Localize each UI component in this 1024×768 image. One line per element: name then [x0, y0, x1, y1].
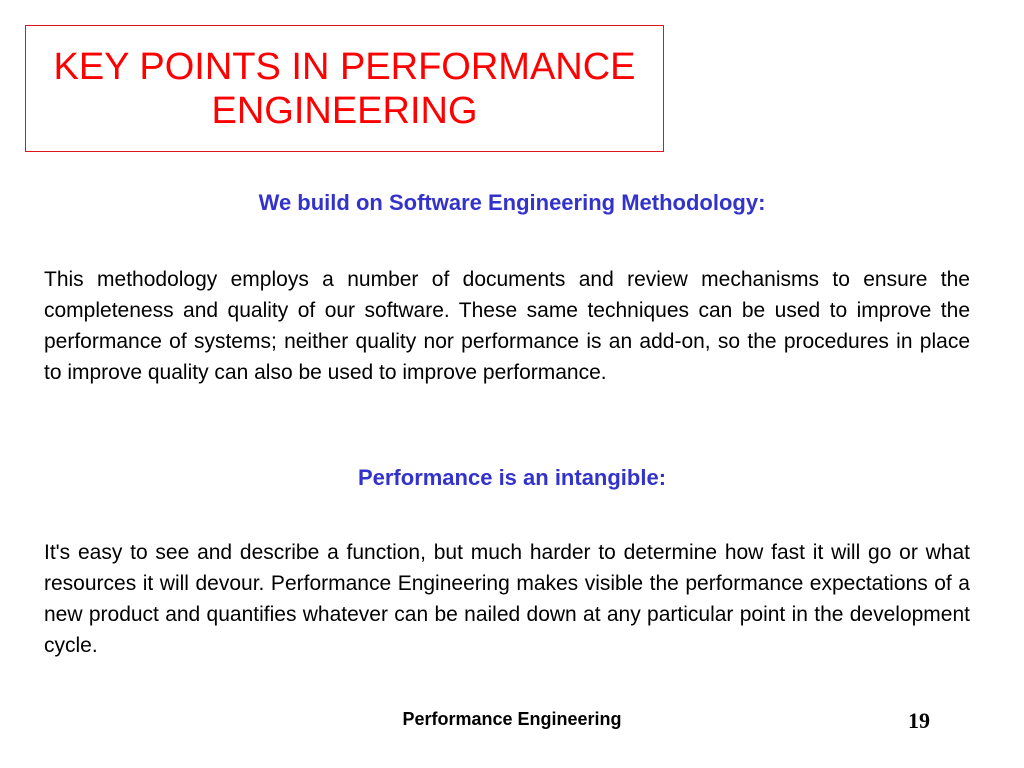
section-body-methodology: This methodology employs a number of documents and review mechanisms to ensure the completeness and quality of our software. These same techniques can be used to improve the performance of systems; neither quality nor performance is an add-on, so the procedures in place to improve quality can also be used to improve performance. [44, 268, 970, 384]
section-heading-methodology: We build on Software Engineering Methodology: [258, 190, 766, 215]
slide-title-line-2: ENGINEERING [211, 89, 478, 132]
slide-title-line-1: KEY POINTS IN PERFORMANCE [53, 45, 636, 88]
slide-title-box [25, 25, 664, 152]
slide-footer: Performance Engineering [402, 709, 622, 729]
section-heading-intangible: Performance is an intangible: [357, 465, 667, 490]
section-body-intangible: It's easy to see and describe a function, but much harder to determine how fast it will go or what resources it will devour. Performance Engineering makes visible the performance expectations of a new product and quantifies whatever can be nailed down at any particular point in the development cycle. [44, 541, 970, 657]
page-number: 19 [908, 708, 930, 733]
